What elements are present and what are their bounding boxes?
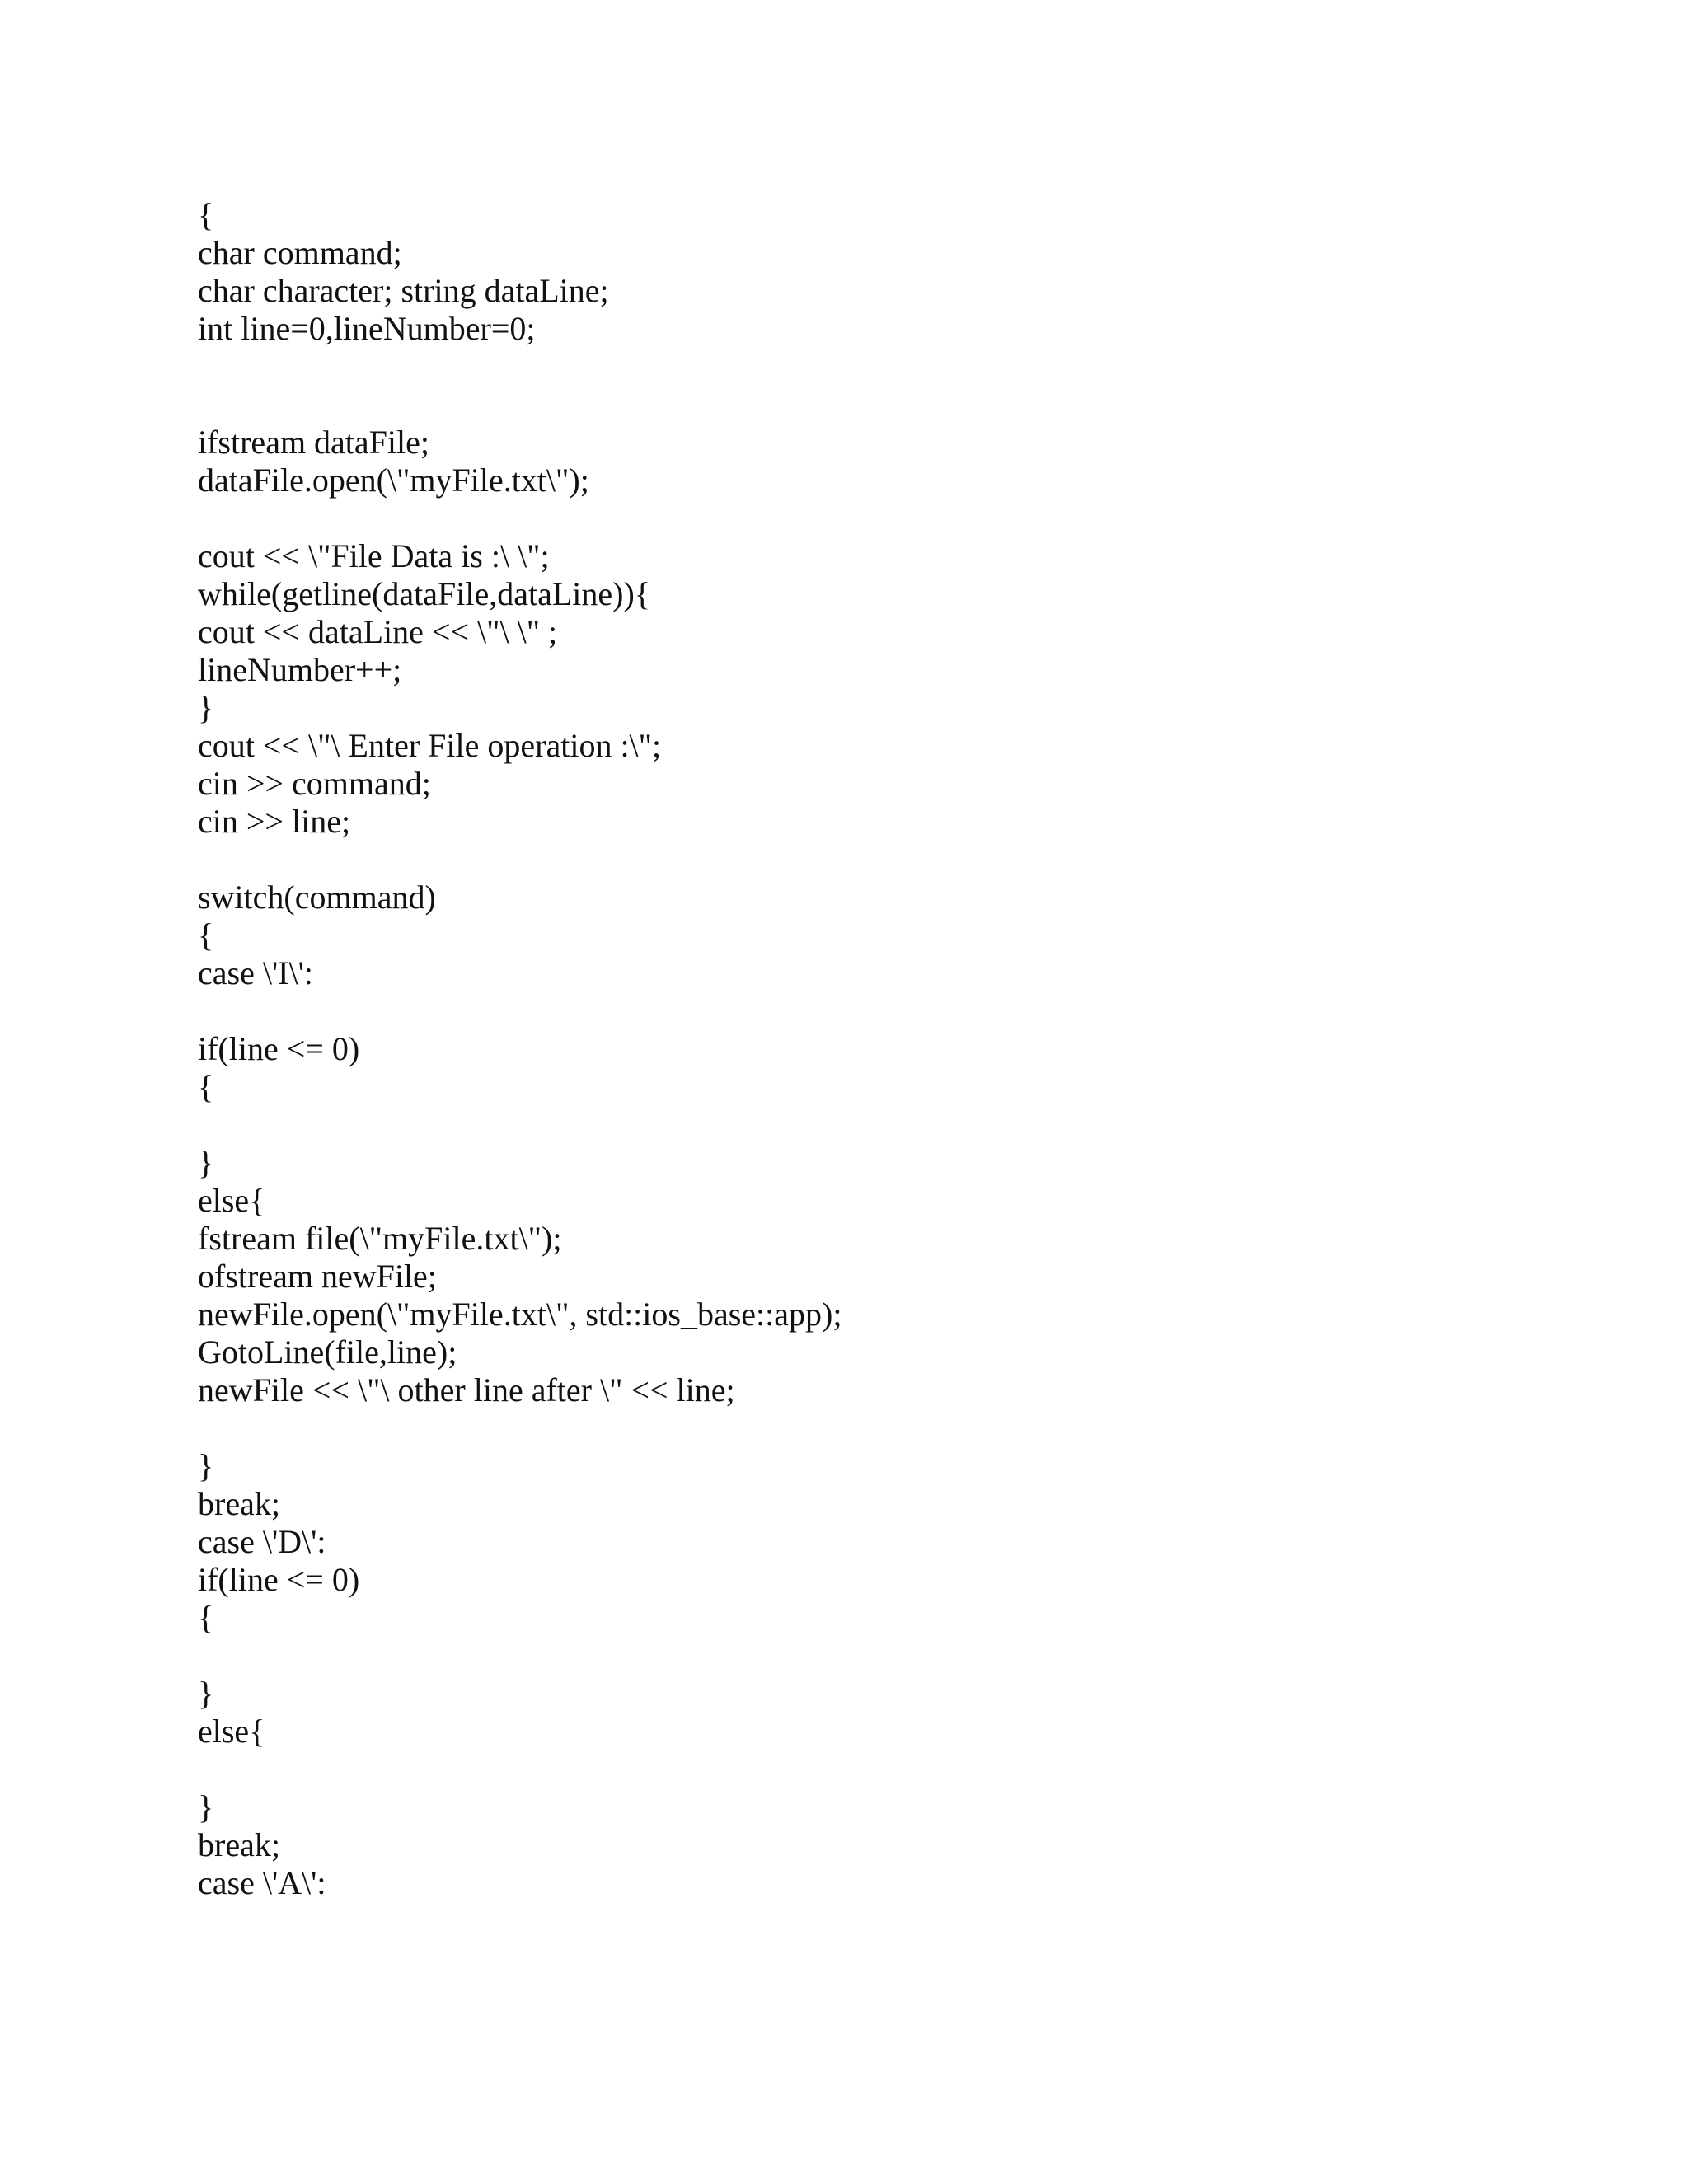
code-line: if(line <= 0) [198,1030,360,1067]
code-line [198,1750,1599,1788]
code-line: ifstream dataFile; [198,424,430,461]
code-line: newFile << \"\ other line after \" << line; [198,1371,735,1408]
code-line: else{ [198,1713,265,1750]
code-line: int line=0,lineNumber=0; [198,310,536,347]
code-line: while(getline(dataFile,dataLine)){ [198,575,650,612]
code-line: } [198,1144,214,1181]
code-line: fstream file(\"myFile.txt\"); [198,1220,562,1257]
code-line: { [198,196,214,233]
code-line: cin >> command; [198,765,431,802]
code-line: case \'I\': [198,954,313,991]
code-line: switch(command) [198,879,436,916]
code-line [198,1637,1599,1675]
code-line: } [198,689,214,726]
code-line: newFile.open(\"myFile.txt\", std::ios_base::app); [198,1296,842,1333]
code-line: { [198,916,214,954]
code-line: { [198,1599,214,1636]
code-line [198,499,1599,537]
code-line: { [198,1068,214,1105]
code-line [198,841,1599,879]
code-line: char character; string dataLine; [198,272,609,309]
code-line: } [198,1788,214,1825]
code-line: lineNumber++; [198,651,402,688]
code-line: } [198,1675,214,1712]
code-line: if(line <= 0) [198,1561,360,1598]
code-line: dataFile.open(\"myFile.txt\"); [198,462,589,499]
code-line: cout << dataLine << \"\ \" ; [198,613,558,650]
code-line [198,386,1599,424]
code-line [198,1106,1599,1144]
code-line: char command; [198,234,402,271]
code-line: cout << \"\ Enter File operation :\"; [198,727,662,764]
code-line: break; [198,1485,280,1522]
code-line [198,348,1599,386]
code-line: break; [198,1826,280,1863]
code-line [198,992,1599,1030]
code-line: cout << \"File Data is :\ \"; [198,537,550,574]
code-line: case \'D\': [198,1523,326,1560]
code-line [198,1409,1599,1447]
code-line: else{ [198,1182,265,1219]
code-line: } [198,1447,214,1484]
code-line: GotoLine(file,line); [198,1333,457,1371]
code-line: ofstream newFile; [198,1258,437,1295]
code-line: cin >> line; [198,803,351,840]
code-text-block [198,196,1599,1902]
code-line: case \'A\': [198,1864,326,1901]
